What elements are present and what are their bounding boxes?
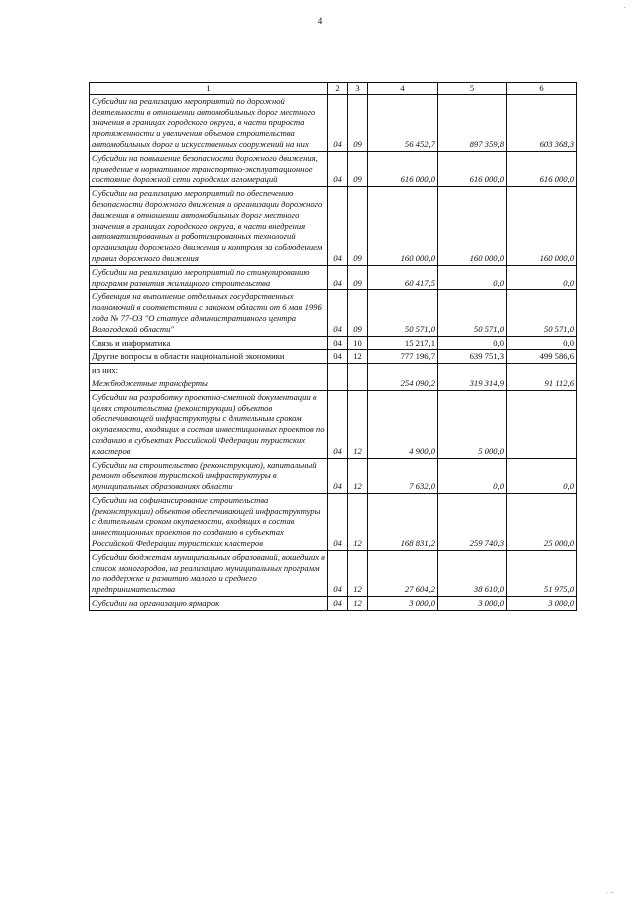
- column-header: 5: [438, 83, 507, 95]
- row-value-4: 56 452,7: [368, 94, 438, 151]
- row-value-6: 0,0: [507, 458, 577, 493]
- table-row-interbudget: [90, 377, 577, 390]
- row-section-code: 04: [328, 550, 348, 596]
- row-section-code: 04: [328, 151, 348, 186]
- row-name: Субсидии на софинансирование строительства (реконструкции) объектов обеспечивающей инфраструктуры с длительным сроком окупаемости, входящих в состав инвестиционных проектов по созданию в субъектах Российской Федерации туристских кластеров: [90, 493, 328, 550]
- row-value-4: 7 632,0: [368, 458, 438, 493]
- row-name: Субсидии на разработку проектно-сметной документации в целях строительства (реконструкции) объектов обеспечивающей инфраструктуры с длительным сроком окупаемости, входящих в состав инвестиционных проектов по созданию в субъектах Российской Федерации туристских кластеров: [90, 390, 328, 458]
- table-row: [90, 290, 577, 336]
- row-name: Субсидии на реализацию мероприятий по дорожной деятельности в отношении автомобильных дорог местного значения в границах городского округа, в части прироста протяженности и увеличения объемов строительства автомобильных дорог и искусственных сооружений на них: [90, 94, 328, 151]
- row-name: Субсидии на повышение безопасности дорожного движения, приведение в нормативное транспортно-эксплуатационное состояние дорожной сети городских агломераций: [90, 151, 328, 186]
- row-value-6: 3 000,0: [507, 597, 577, 611]
- table-row: [90, 336, 577, 350]
- row-section-code: 04: [328, 493, 348, 550]
- row-subsection-code: 09: [348, 187, 368, 266]
- row-name: Субсидии бюджетам муниципальных образований, вошедших в список моногородов, на реализацию муниципальных программ по поддержке и развитию малого и среднего предпринимательства: [90, 550, 328, 596]
- row-value-5: 0,0: [438, 336, 507, 350]
- row-section-code: 04: [328, 94, 348, 151]
- row-subsection-code: 12: [348, 350, 368, 364]
- row-value-4: 15 217,1: [368, 336, 438, 350]
- row-value-6: 0,0: [507, 336, 577, 350]
- row-value-5: 259 740,3: [438, 493, 507, 550]
- row-value-4: 254 090,2: [368, 377, 438, 390]
- corner-mark: ·: [623, 4, 626, 12]
- column-header: 4: [368, 83, 438, 95]
- row-value-4: 160 000,0: [368, 187, 438, 266]
- row-name: из них:: [90, 364, 328, 377]
- row-name: Связь и информатика: [90, 336, 328, 350]
- table-row: [90, 94, 577, 151]
- table-row-interbudget-prefix: [90, 364, 577, 377]
- row-value-4: 60 417,5: [368, 265, 438, 290]
- row-subsection-code: 09: [348, 94, 368, 151]
- table-row: [90, 187, 577, 266]
- table-row: [90, 350, 577, 364]
- row-name: Субсидии на строительство (реконструкцию), капитальный ремонт объектов туристской инфраструктуры в муниципальных образованиях области: [90, 458, 328, 493]
- row-value-4: 168 831,2: [368, 493, 438, 550]
- row-name: Субсидии на реализацию мероприятий по стимулированию программ развития жилищного строительства: [90, 265, 328, 290]
- row-value-5: 616 000,0: [438, 151, 507, 186]
- row-value-4: 27 604,2: [368, 550, 438, 596]
- page-number: 4: [317, 16, 323, 26]
- row-subsection-code: 09: [348, 151, 368, 186]
- row-value-5: 319 314,9: [438, 377, 507, 390]
- row-name: Субсидии на реализацию мероприятий по обеспечению безопасности дорожного движения и организации дорожного движения в отношении автомобильных дорог местного значения в границах городского округа, в части внедрения автоматизированных и роботизированных технологий организации дорожного движения и контроля за соблюдением правил дорожного движения: [90, 187, 328, 266]
- row-value-4: 777 196,7: [368, 350, 438, 364]
- row-name: Другие вопросы в области национальной экономики: [90, 350, 328, 364]
- row-subsection-code: 10: [348, 336, 368, 350]
- row-value-5: 0,0: [438, 458, 507, 493]
- row-value-6: 160 000,0: [507, 187, 577, 266]
- row-value-4: 50 571,0: [368, 290, 438, 336]
- row-value-6: 51 975,0: [507, 550, 577, 596]
- table-row: [90, 151, 577, 186]
- row-section-code: 04: [328, 265, 348, 290]
- row-subsection-code: 12: [348, 493, 368, 550]
- row-value-6: [507, 390, 577, 458]
- row-section-code: 04: [328, 350, 348, 364]
- row-section-code: 04: [328, 597, 348, 611]
- row-value-5: 50 571,0: [438, 290, 507, 336]
- row-value-4: 3 000,0: [368, 597, 438, 611]
- row-section-code: 04: [328, 458, 348, 493]
- column-header: 6: [507, 83, 577, 95]
- column-header: 2: [328, 83, 348, 95]
- row-section-code: 04: [328, 390, 348, 458]
- row-section-code: 04: [328, 336, 348, 350]
- table-row: [90, 493, 577, 550]
- table-row: [90, 550, 577, 596]
- header-row: [90, 83, 577, 95]
- row-subsection-code: 12: [348, 550, 368, 596]
- row-subsection-code: 12: [348, 458, 368, 493]
- row-name: Субсидии на организацию ярмарок: [90, 597, 328, 611]
- row-value-5: 3 000,0: [438, 597, 507, 611]
- row-value-6: 25 000,0: [507, 493, 577, 550]
- row-value-5: 0,0: [438, 265, 507, 290]
- table-row: [90, 597, 577, 611]
- table-row: [90, 390, 577, 458]
- row-value-5: 897 359,8: [438, 94, 507, 151]
- row-value-6: 91 112,6: [507, 377, 577, 390]
- row-section-code: 04: [328, 187, 348, 266]
- bottom-mark: . ...: [606, 889, 614, 895]
- row-value-6: 50 571,0: [507, 290, 577, 336]
- row-value-5: 160 000,0: [438, 187, 507, 266]
- row-subsection-code: 12: [348, 597, 368, 611]
- table-row: [90, 265, 577, 290]
- row-value-6: 603 368,3: [507, 94, 577, 151]
- budget-table: [89, 82, 577, 611]
- row-subsection-code: 12: [348, 390, 368, 458]
- row-name: Межбюджетные трансферты: [90, 377, 328, 390]
- row-value-5: 38 610,0: [438, 550, 507, 596]
- row-section-code: 04: [328, 290, 348, 336]
- row-value-5: 639 751,3: [438, 350, 507, 364]
- row-value-5: 5 000,0: [438, 390, 507, 458]
- column-header: 3: [348, 83, 368, 95]
- table-row: [90, 458, 577, 493]
- row-subsection-code: 09: [348, 265, 368, 290]
- row-name: Субвенция на выполнение отдельных государственных полномочий в соответствии с законом области от 6 мая 1996 года № 77-ОЗ "О статусе административного центра Вологодской области": [90, 290, 328, 336]
- row-value-4: 4 900,0: [368, 390, 438, 458]
- row-value-6: 0,0: [507, 265, 577, 290]
- row-subsection-code: 09: [348, 290, 368, 336]
- row-value-6: 499 586,6: [507, 350, 577, 364]
- row-value-6: 616 000,0: [507, 151, 577, 186]
- column-header: 1: [90, 83, 328, 95]
- row-value-4: 616 000,0: [368, 151, 438, 186]
